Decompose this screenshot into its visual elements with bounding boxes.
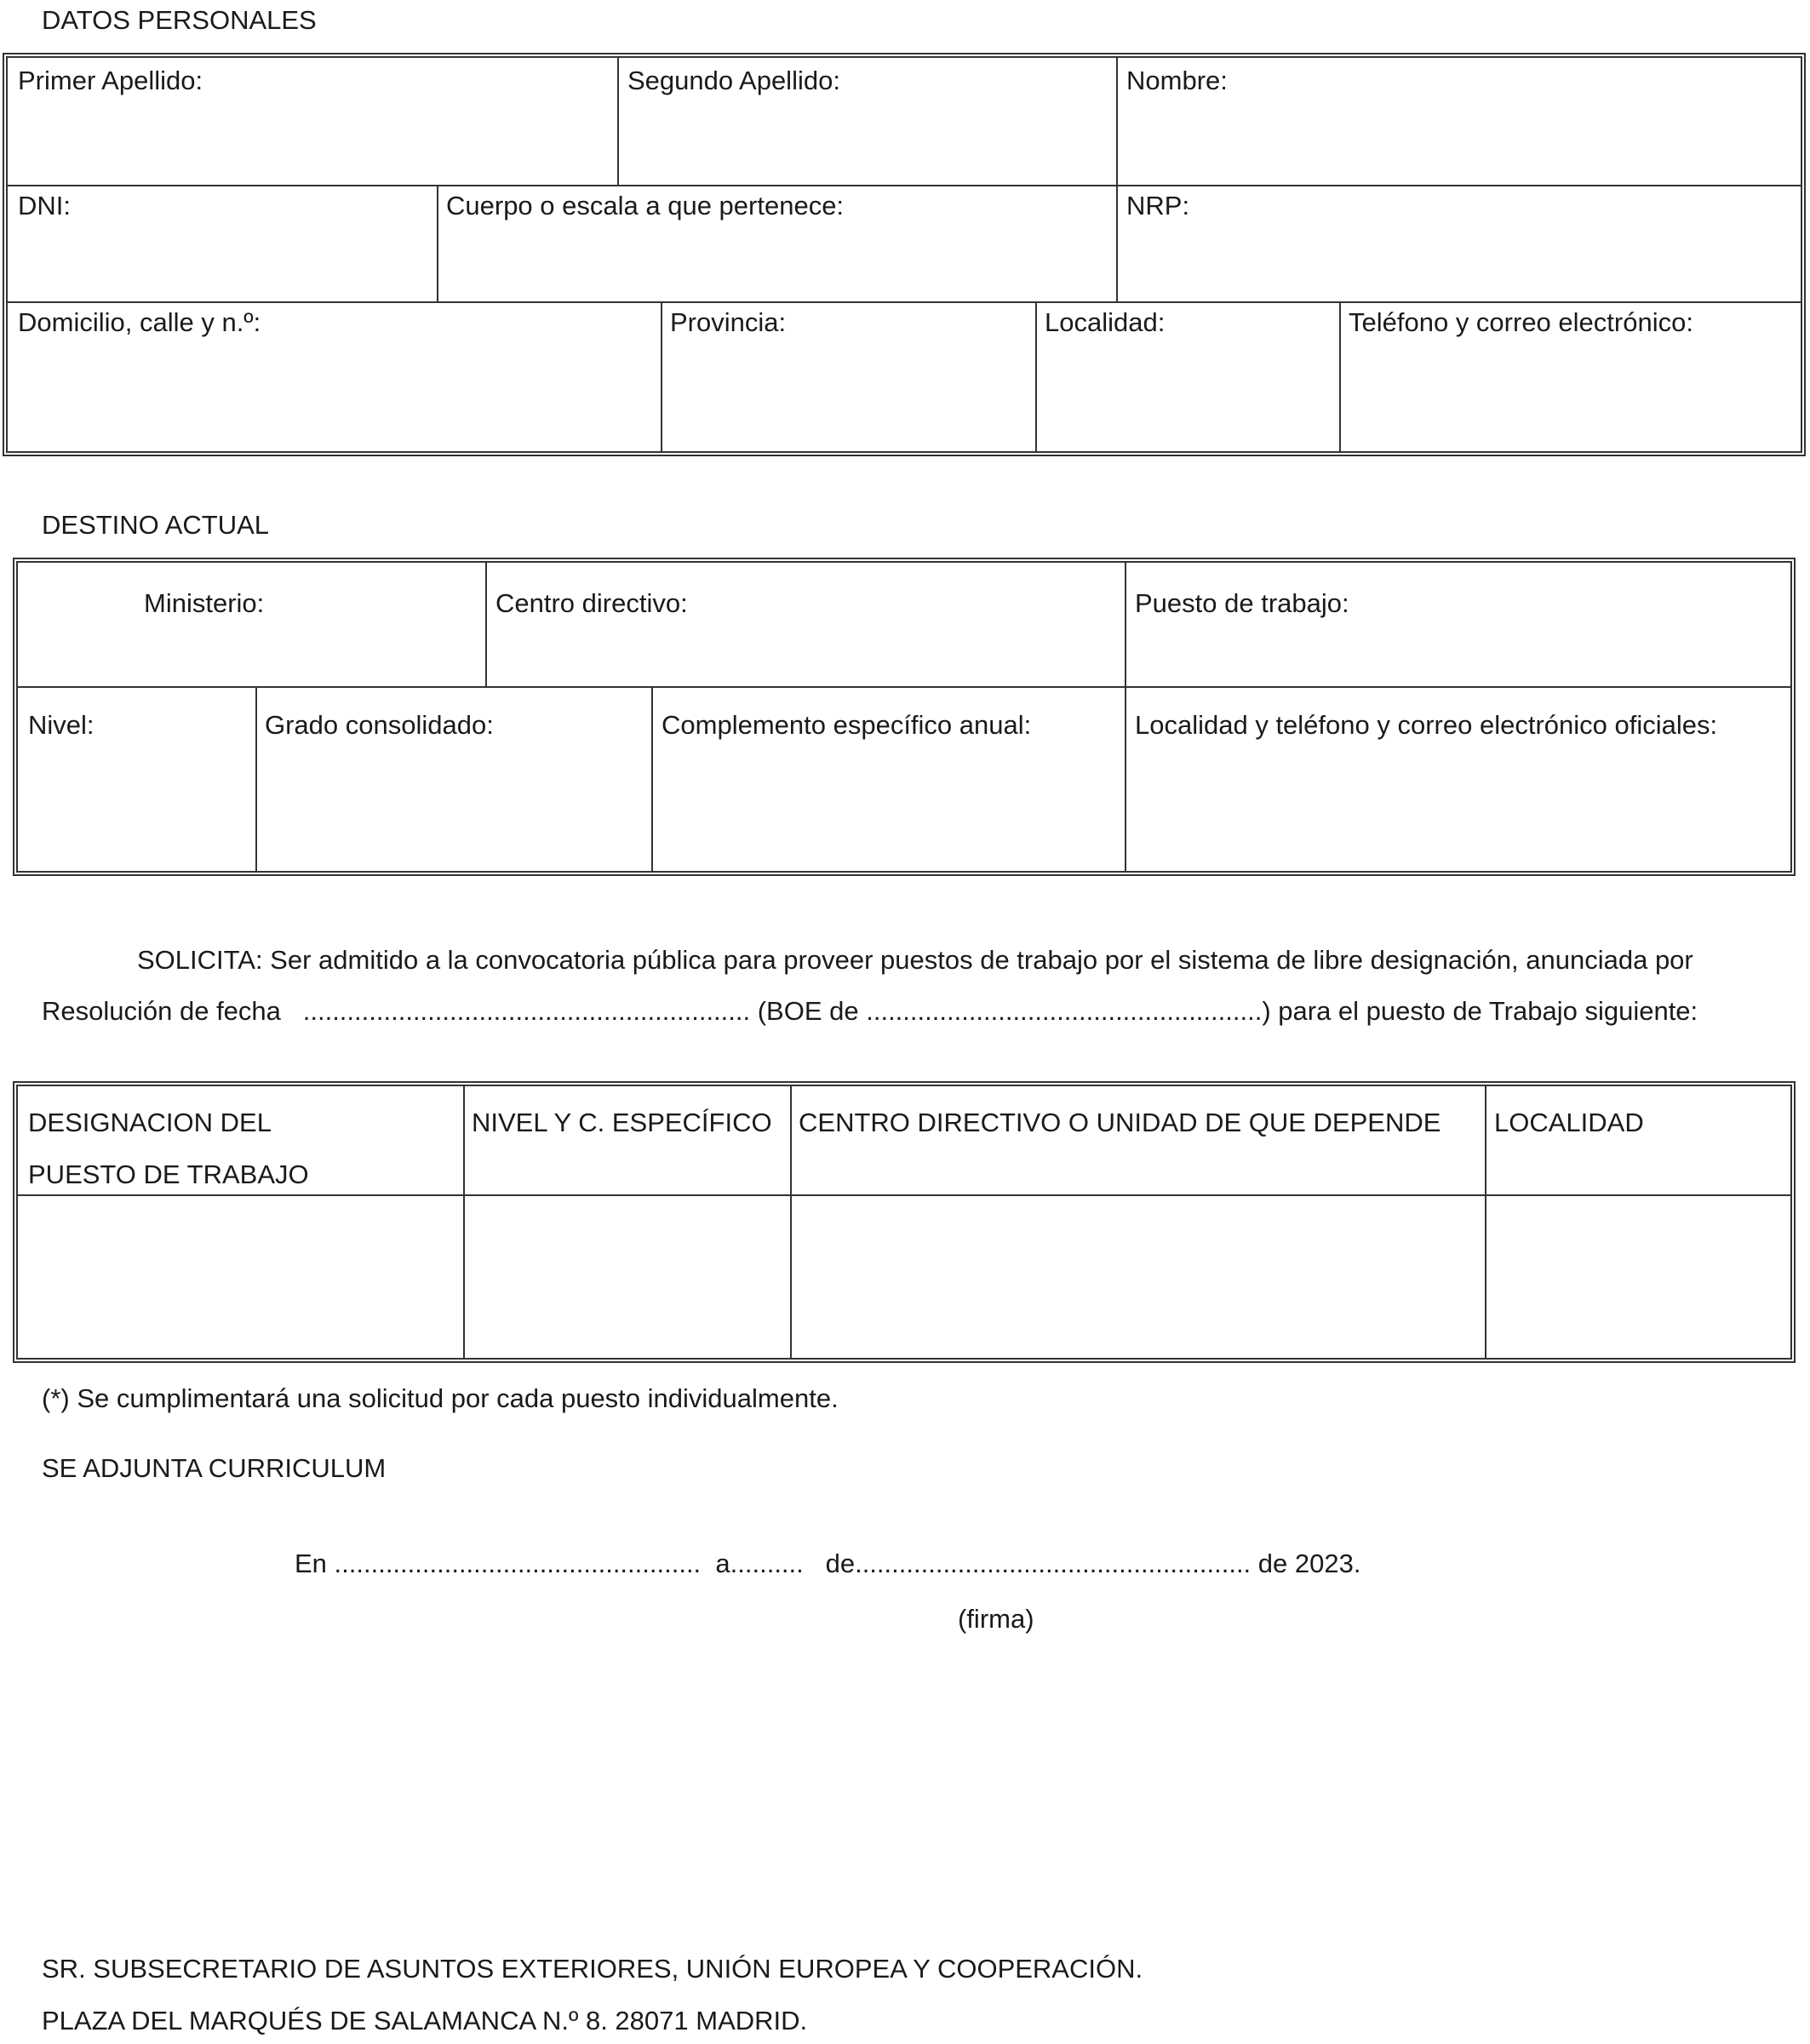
nivel-c-especifico-field[interactable] <box>465 1196 790 1358</box>
centro-directivo-field[interactable] <box>487 563 1125 686</box>
centro-directivo-label: Centro directivo: <box>495 588 688 618</box>
destino-actual-table <box>13 558 1796 876</box>
note-text: (*) Se cumplimentará una solicitud por cada puesto individualmente. <box>42 1383 839 1413</box>
section-heading-datos-personales: DATOS PERSONALES <box>42 5 317 35</box>
localidad-oficial-label: Localidad y teléfono y correo electrónico oficiales: <box>1135 710 1718 740</box>
datos-personales-table <box>3 53 1806 456</box>
puesto-solicitado-table <box>13 1081 1796 1363</box>
nombre-label: Nombre: <box>1126 66 1228 95</box>
dni-field[interactable] <box>8 186 437 301</box>
col-designacion-header-line2: PUESTO DE TRABAJO <box>28 1159 309 1189</box>
solicita-text-line1: SOLICITA: Ser admitido a la convocatoria pública para proveer puestos de trabajo por el sistema de libre designación, anunciada por <box>137 945 1693 975</box>
telefono-correo-label: Teléfono y correo electrónico: <box>1349 307 1693 337</box>
puesto-trabajo-field[interactable] <box>1126 563 1790 686</box>
nrp-field[interactable] <box>1118 186 1801 301</box>
domicilio-label: Domicilio, calle y n.º: <box>18 307 261 337</box>
address-line1: SR. SUBSECRETARIO DE ASUNTOS EXTERIORES, UNIÓN EUROPEA Y COOPERACIÓN. <box>42 1954 1143 1984</box>
adjunta-curriculum-text: SE ADJUNTA CURRICULUM <box>42 1453 387 1483</box>
col-localidad-header: LOCALIDAD <box>1494 1108 1644 1137</box>
designacion-puesto-field[interactable] <box>18 1196 463 1358</box>
solicita-text-line2: Resolución de fecha ............................................................. (BOE de ......................................................) para el puesto de Trabajo siguiente: <box>42 996 1698 1026</box>
firma-label: (firma) <box>958 1604 1034 1634</box>
segundo-apellido-label: Segundo Apellido: <box>627 66 840 95</box>
provincia-label: Provincia: <box>670 307 787 337</box>
ministerio-field[interactable] <box>18 563 485 686</box>
localidad-puesto-field[interactable] <box>1486 1196 1790 1358</box>
col-nivel-header: NIVEL Y C. ESPECÍFICO <box>472 1108 772 1137</box>
centro-directivo-unidad-field[interactable] <box>792 1196 1485 1358</box>
fecha-lugar-line: En .................................................. a.......... de...................................................... de 2023. <box>295 1549 1361 1578</box>
cuerpo-escala-label: Cuerpo o escala a que pertenece: <box>446 191 845 220</box>
ministerio-label: Ministerio: <box>144 588 265 618</box>
col-designacion-header-line1: DESIGNACION DEL <box>28 1108 272 1137</box>
col-centro-directivo-header: CENTRO DIRECTIVO O UNIDAD DE QUE DEPENDE <box>799 1108 1441 1137</box>
puesto-trabajo-label: Puesto de trabajo: <box>1135 588 1349 618</box>
section-heading-destino-actual: DESTINO ACTUAL <box>42 510 269 540</box>
dni-label: DNI: <box>18 191 71 220</box>
nivel-label: Nivel: <box>28 710 95 740</box>
nrp-label: NRP: <box>1126 191 1190 220</box>
localidad-label: Localidad: <box>1045 307 1166 337</box>
primer-apellido-label: Primer Apellido: <box>18 66 203 95</box>
grado-consolidado-label: Grado consolidado: <box>265 710 494 740</box>
complemento-especifico-label: Complemento específico anual: <box>662 710 1032 740</box>
address-line2: PLAZA DEL MARQUÉS DE SALAMANCA N.º 8. 28071 MADRID. <box>42 2006 808 2035</box>
